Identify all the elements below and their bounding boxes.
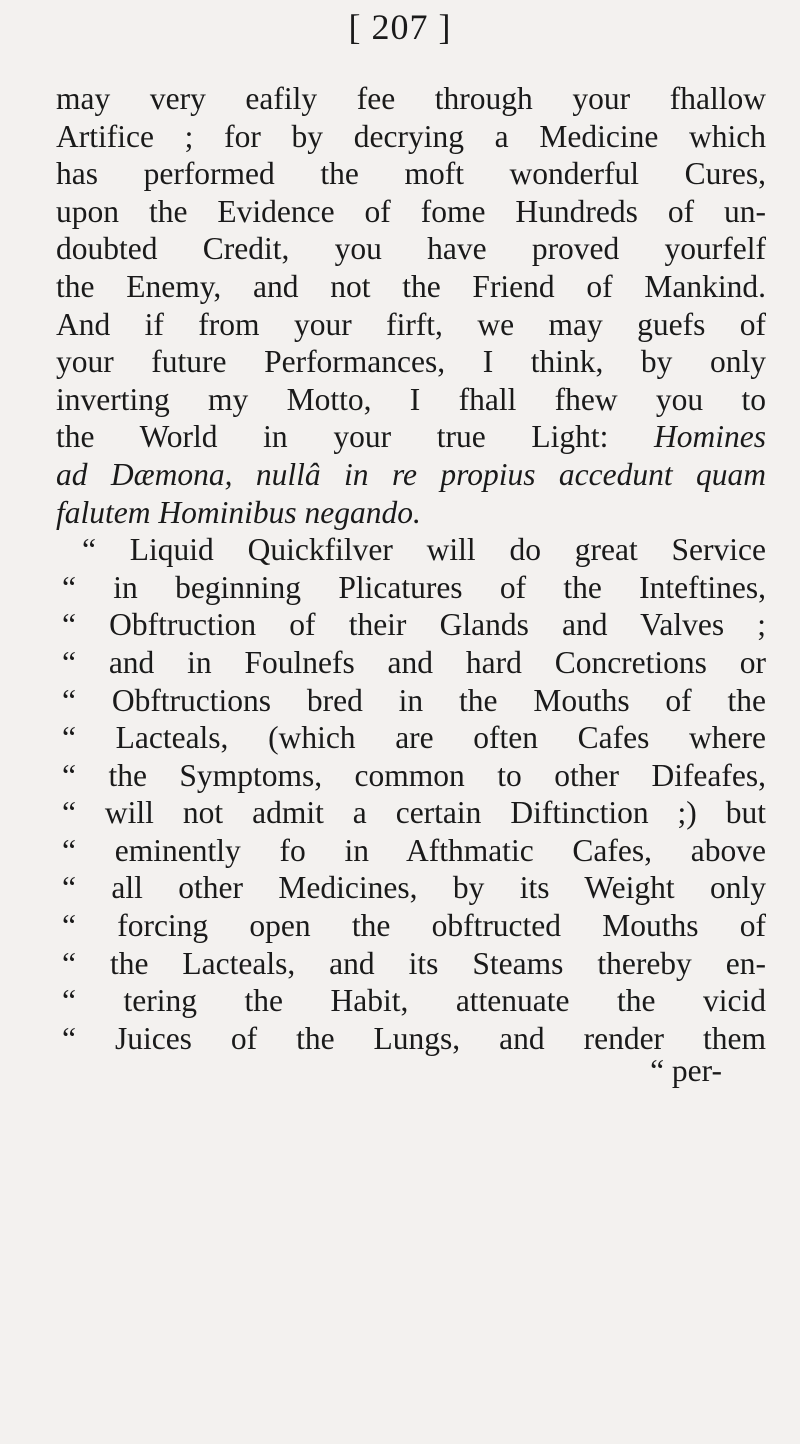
quote-line: “ eminently fo in Afthmatic Cafes, above	[62, 832, 766, 868]
quote-line: “ the Symptoms, common to other Difeafes,	[62, 757, 766, 793]
quote-line: “ Lacteals, (which are often Cafes where	[62, 720, 766, 756]
quote-line: “ Liquid Quickfilver will do great Service	[82, 532, 766, 568]
catchword: “ per-	[650, 1053, 722, 1088]
text-line: the Enemy, and not the Friend of Mankind.	[56, 268, 766, 304]
quote-line: “ Obftructions bred in the Mouths of the	[62, 682, 766, 718]
quote-line: “ forcing open the obftructed Mouths of	[62, 908, 766, 944]
line-prefix: the World in your true Light:	[56, 419, 654, 455]
text-line-latin-start	[56, 418, 766, 456]
quote-line: “ Juices of the Lungs, and render them	[62, 1020, 766, 1056]
quote-line: “ and in Foulnefs and hard Concretions or	[62, 644, 766, 680]
quote-line: “ all other Medicines, by its Weight only	[62, 870, 766, 906]
text-line: upon the Evidence of fome Hundreds of un-	[56, 193, 766, 229]
latin-quote-line: ad Dæmona, nullâ in re propius accedunt quam	[56, 456, 766, 492]
page-number-header: [ 207 ]	[348, 7, 452, 47]
text-line: inverting my Motto, I fhall fhew you to	[56, 381, 766, 417]
quote-line: “ the Lacteals, and its Steams thereby en-	[62, 945, 766, 981]
quote-line: “ tering the Habit, attenuate the vicid	[62, 983, 766, 1019]
text-line: doubted Credit, you have proved yourfelf	[56, 231, 766, 267]
latin-quote-end: falutem Hominibus negando.	[56, 494, 421, 530]
quote-line: “ in beginning Plicatures of the Inteftines,	[62, 569, 766, 605]
quote-line: “ will not admit a certain Diftinction ;) but	[62, 795, 766, 831]
body-text	[56, 80, 766, 1057]
quote-line: “ Obftruction of their Glands and Valves ;	[62, 607, 766, 643]
text-line: your future Performances, I think, by only	[56, 344, 766, 380]
text-line: Artifice ; for by decrying a Medicine which	[56, 118, 766, 154]
text-line: has performed the moft wonderful Cures,	[56, 156, 766, 192]
text-line: And if from your firft, we may guefs of	[56, 306, 766, 342]
latin-quote-start: Homines	[654, 419, 766, 455]
text-line: may very eafily fee through your fhallow	[56, 81, 766, 116]
